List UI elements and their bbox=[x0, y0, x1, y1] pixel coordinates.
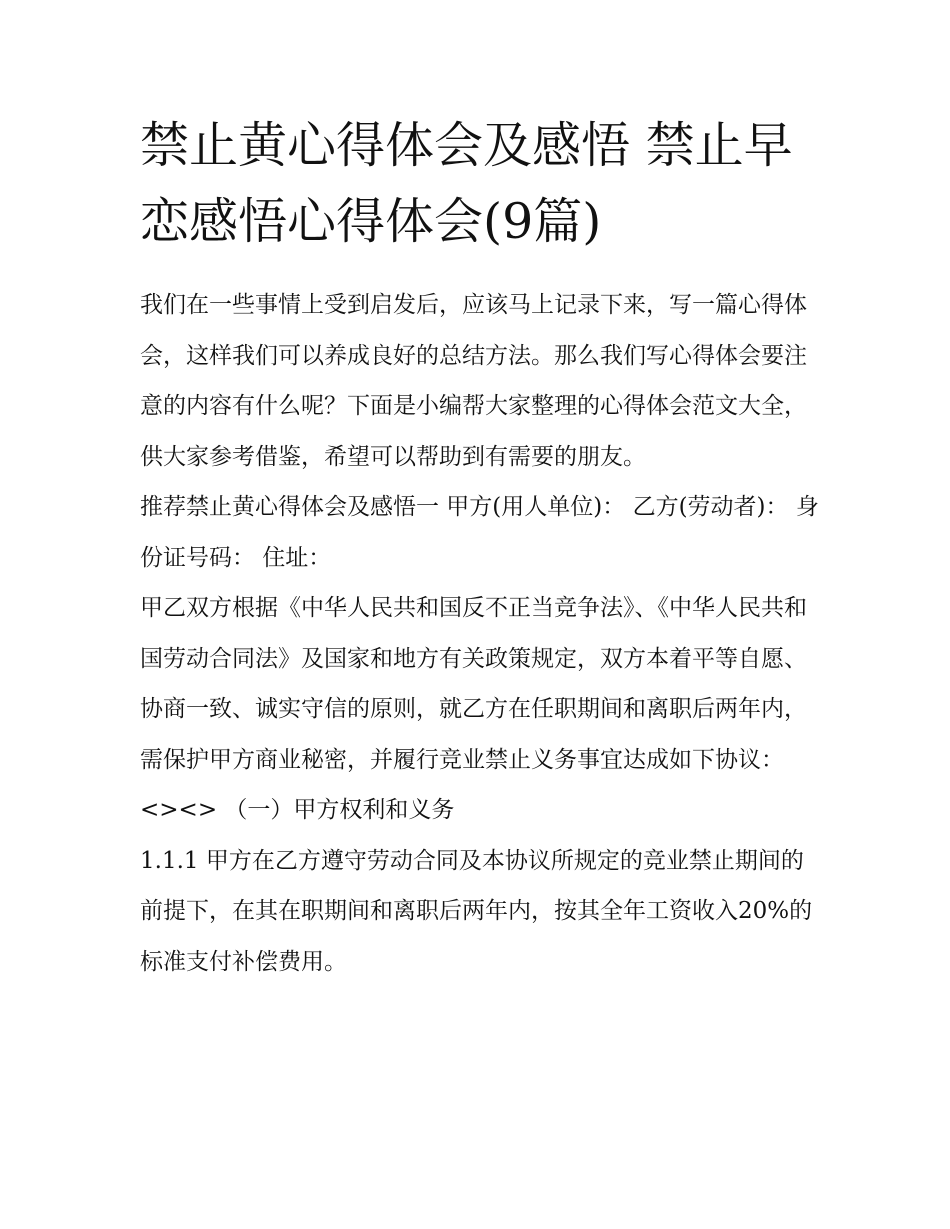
section-heading: <><> （一）甲方权利和义务 bbox=[140, 797, 455, 823]
agreement-basis-paragraph: 甲乙双方根据《中华人民共和国反不正当竞争法》、《中华人民共和国劳动合同法》及国家和地方有关政策规定，双方本着平等自愿、协商一致、诚实守信的原则，就乙方在任职期间和离职后两年内，需保护甲方商业秘密，并履行竞业禁止义务事宜达成如下协议： bbox=[140, 595, 807, 773]
document-title: 禁止黄心得体会及感悟 禁止早恋感悟心得体会(9篇) bbox=[140, 117, 793, 250]
parties-paragraph: 推荐禁止黄心得体会及感悟一 甲方(用人单位)： 乙方(劳动者)： 身份证号码： 住址： bbox=[140, 494, 819, 571]
clause-paragraph: 1.1.1 甲方在乙方遵守劳动合同及本协议所规定的竞业禁止期间的前提下，在其在职期间和离职后两年内，按其全年工资收入20%的标准支付补偿费用。 bbox=[140, 847, 813, 975]
document-page bbox=[140, 108, 820, 987]
intro-paragraph: 我们在一些事情上受到启发后，应该马上记录下来，写一篇心得体会，这样我们可以养成良好的总结方法。那么我们写心得体会要注意的内容有什么呢？下面是小编帮大家整理的心得体会范文大全，供大家参考借鉴，希望可以帮助到有需要的朋友。 bbox=[140, 292, 807, 470]
